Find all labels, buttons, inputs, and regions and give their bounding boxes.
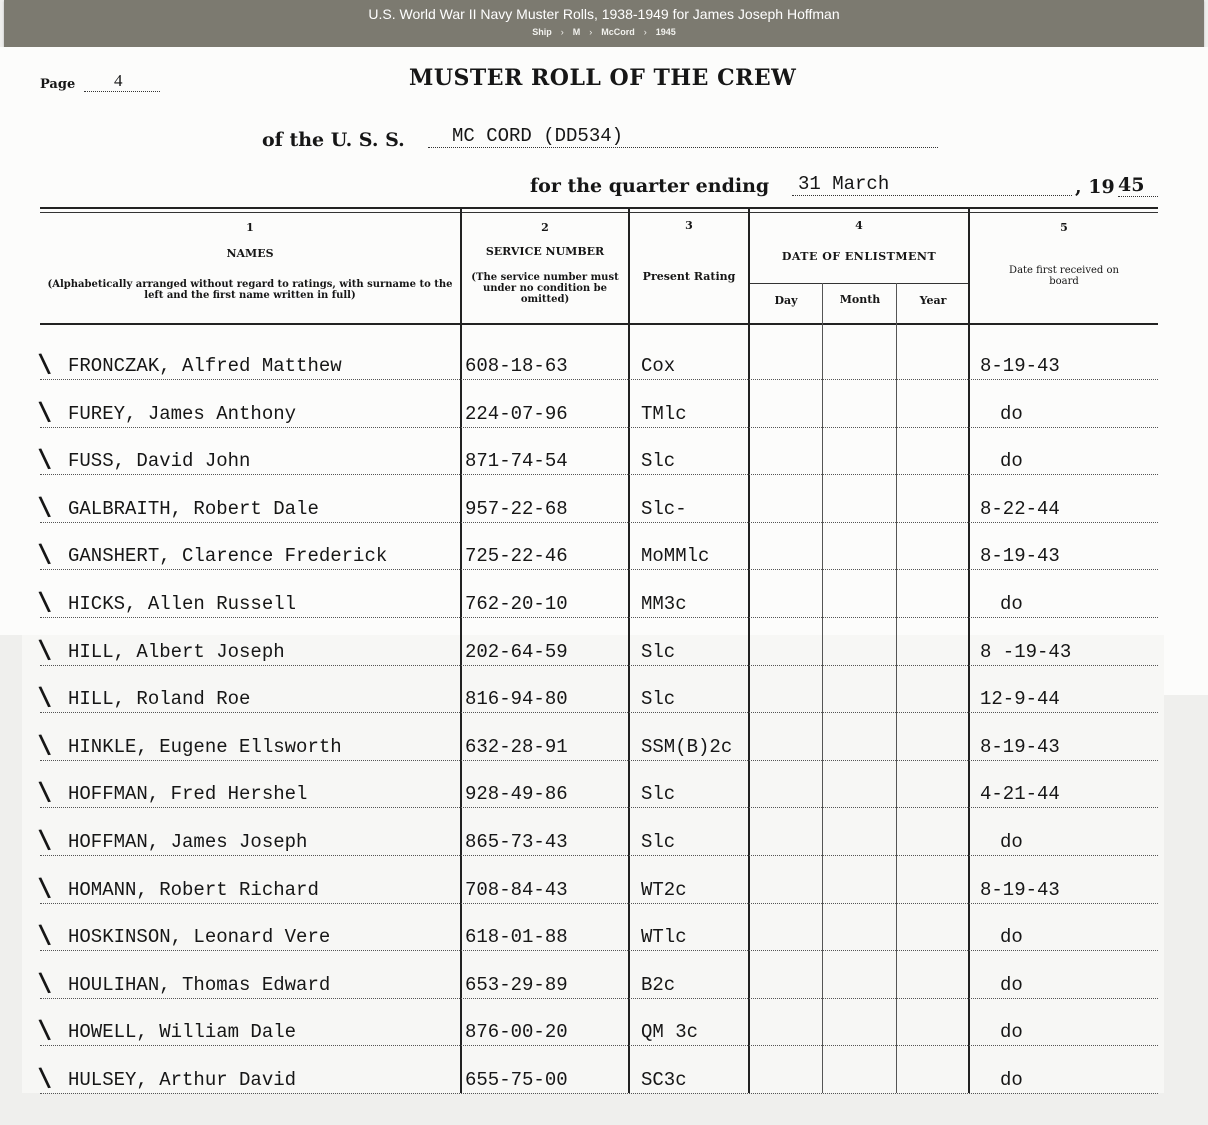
crew-name: HOWELL, William Dale [68,1021,297,1043]
date-received: 8 -19-43 [980,641,1072,663]
check-mark-icon: \ [37,586,52,618]
service-number: 928-49-86 [465,783,568,805]
present-rating: MoMMlc [641,545,710,567]
date-received: do [1000,403,1023,425]
date-received: do [1000,1069,1023,1091]
check-mark-icon: \ [37,776,52,808]
breadcrumb-separator: › [560,27,564,37]
col-divider-1 [460,209,462,1093]
breadcrumb-m[interactable]: M [572,27,581,37]
crew-name: GANSHERT, Clarence Frederick [68,545,388,567]
crew-name: HOMANN, Robert Richard [68,879,319,901]
ship-name: MC CORD (DD534) [428,125,938,148]
crew-name: HICKS, Allen Russell [68,593,297,615]
header-rule-bottom [40,323,1158,325]
present-rating: SC3c [641,1069,687,1091]
service-number: 871-74-54 [465,450,568,472]
check-mark-icon: \ [37,872,52,904]
service-number: 957-22-68 [465,498,568,520]
service-number: 202-64-59 [465,641,568,663]
col1-note: (Alphabetically arranged without regard to ratings, with surname to the left and the first name written in full) [47,279,453,301]
check-mark-icon: \ [37,348,52,380]
col4-number: 4 [855,219,863,232]
breadcrumb-separator: › [643,27,647,37]
service-number: 224-07-96 [465,403,568,425]
col2-number: 2 [541,221,549,234]
present-rating: WT2c [641,879,687,901]
date-received: 8-19-43 [980,736,1060,758]
present-rating: WTlc [641,926,687,948]
col-divider-3 [748,209,750,1093]
col3-title: Present Rating [642,270,736,283]
present-rating: Slc [641,641,676,663]
service-number: 876-00-20 [465,1021,568,1043]
row-rule [40,474,1158,475]
check-mark-icon: \ [37,919,52,951]
crew-name: HINKLE, Eugene Ellsworth [68,736,342,758]
date-received: 8-19-43 [980,879,1060,901]
row-rule [40,522,1158,523]
crew-name: HILL, Albert Joseph [68,641,285,663]
check-mark-icon: \ [37,443,52,475]
crew-name: HULSEY, Arthur David [68,1069,297,1091]
col4-day: Day [774,294,798,307]
crew-name: FUREY, James Anthony [68,403,297,425]
present-rating: Slc [641,450,676,472]
col3-number: 3 [685,219,693,232]
row-rule [40,712,1158,713]
col-divider-day-month [822,283,823,1093]
crew-name: HILL, Roland Roe [68,688,251,710]
service-number: 816-94-80 [465,688,568,710]
present-rating: B2c [641,974,676,996]
col2-note: (The service number must under no condition be omitted) [471,272,619,305]
check-mark-icon: \ [37,396,52,428]
year-prefix: , 19 [1075,176,1115,198]
service-number: 632-28-91 [465,736,568,758]
document-viewer[interactable] [0,47,1208,1125]
date-received: 8-19-43 [980,545,1060,567]
service-number: 865-73-43 [465,831,568,853]
crew-name: HOFFMAN, James Joseph [68,831,308,853]
date-received: do [1000,450,1023,472]
record-title-bar [4,0,1204,47]
check-mark-icon: \ [37,967,52,999]
check-mark-icon: \ [37,681,52,713]
check-mark-icon: \ [37,824,52,856]
date-received: do [1000,974,1023,996]
col2-title: SERVICE NUMBER [485,245,605,258]
col-divider-4 [968,209,970,1093]
present-rating: QM 3c [641,1021,699,1043]
col-divider-2 [628,209,630,1093]
date-received: do [1000,926,1023,948]
breadcrumb-1945[interactable]: 1945 [655,27,676,37]
row-rule [40,903,1158,904]
date-received: 4-21-44 [980,783,1060,805]
service-number: 708-84-43 [465,879,568,901]
check-mark-icon: \ [37,634,52,666]
row-rule [40,998,1158,999]
breadcrumb-ship[interactable]: Ship [532,27,552,37]
check-mark-icon: \ [37,538,52,570]
col1-title: NAMES [226,247,274,260]
service-number: 655-75-00 [465,1069,568,1091]
present-rating: Slc [641,688,676,710]
present-rating: Cox [641,355,676,377]
row-rule [40,569,1158,570]
check-mark-icon: \ [37,1062,52,1094]
present-rating: SSM(B)2c [641,736,733,758]
date-received: 12-9-44 [980,688,1060,710]
crew-name: HOULIHAN, Thomas Edward [68,974,331,996]
col4-title: DATE OF ENLISTMENT [781,250,937,263]
document-title: MUSTER ROLL OF THE CREW [409,65,797,91]
date-received: do [1000,593,1023,615]
check-mark-icon: \ [37,1014,52,1046]
date-received: 8-22-44 [980,498,1060,520]
breadcrumb [4,27,1204,37]
present-rating: Slc- [641,498,687,520]
quarter-label: for the quarter ending [530,175,770,197]
col4-month: Month [839,293,881,306]
col5-number: 5 [1060,221,1068,234]
enlistment-subrule [750,283,969,284]
col1-number: 1 [246,221,254,234]
page-label: Page [40,77,76,92]
service-number: 618-01-88 [465,926,568,948]
row-rule [40,1093,1158,1094]
header-rule-top [40,207,1158,209]
row-rule [40,379,1158,380]
crew-name: HOFFMAN, Fred Hershel [68,783,308,805]
col5-title: Date first received on board [1009,265,1119,287]
row-rule [40,760,1158,761]
present-rating: MM3c [641,593,687,615]
row-rule [40,427,1158,428]
check-mark-icon: \ [37,729,52,761]
crew-name: HOSKINSON, Leonard Vere [68,926,331,948]
page-number: 4 [84,71,160,92]
service-number: 608-18-63 [465,355,568,377]
service-number: 762-20-10 [465,593,568,615]
service-number: 653-29-89 [465,974,568,996]
date-received: 8-19-43 [980,355,1060,377]
date-received: do [1000,831,1023,853]
crew-name: FUSS, David John [68,450,251,472]
service-number: 725-22-46 [465,545,568,567]
row-rule [40,665,1158,666]
present-rating: Slc [641,831,676,853]
row-rule [40,855,1158,856]
check-mark-icon: \ [37,491,52,523]
muster-roll-page [0,47,1208,1125]
date-received: do [1000,1021,1023,1043]
present-rating: Slc [641,783,676,805]
row-rule [40,807,1158,808]
ship-label: of the U. S. S. [262,129,405,151]
col-divider-month-year [896,283,897,1093]
col4-year: Year [919,294,947,307]
year-value: 45 [1118,174,1158,197]
breadcrumb-mccord[interactable]: McCord [601,27,635,37]
crew-name: GALBRAITH, Robert Dale [68,498,319,520]
row-rule [40,1045,1158,1046]
crew-name: FRONCZAK, Alfred Matthew [68,355,342,377]
quarter-date: 31 March [792,173,1072,196]
present-rating: TMlc [641,403,687,425]
breadcrumb-separator: › [589,27,593,37]
row-rule [40,950,1158,951]
row-rule [40,617,1158,618]
record-title: U.S. World War II Navy Muster Rolls, 1938-1949 for James Joseph Hoffman [368,6,840,22]
header-rule-top-thin [40,212,1158,213]
